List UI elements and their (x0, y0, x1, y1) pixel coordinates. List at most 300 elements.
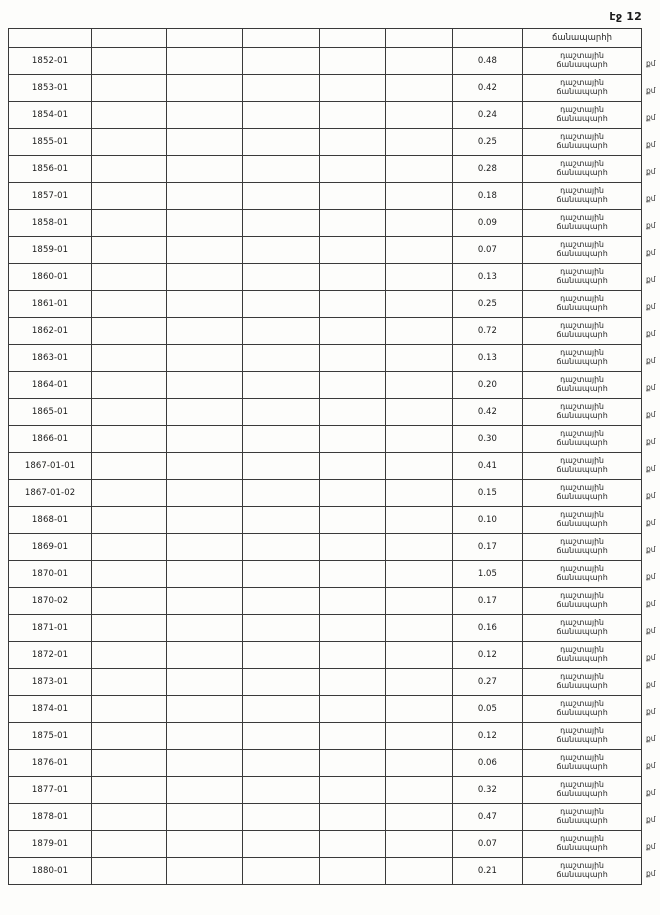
cell-value: 0.12 (452, 642, 522, 669)
cell-blank-1 (92, 453, 167, 480)
cell-blank-4 (320, 507, 386, 534)
cell-blank-3 (243, 615, 320, 642)
unit-line-1: դաշտային (560, 753, 604, 763)
cell-blank-4 (320, 777, 386, 804)
row-tail-mark: քմ (646, 734, 656, 743)
cell-blank-4 (320, 480, 386, 507)
cell-e (320, 29, 386, 48)
cell-unit (523, 723, 642, 750)
cell-blank-5 (386, 183, 452, 210)
cell-blank-2 (166, 669, 243, 696)
cell-blank-4 (320, 156, 386, 183)
row-tail-mark: քմ (646, 869, 656, 878)
cell-blank-2 (166, 318, 243, 345)
unit-text-stack (523, 485, 641, 501)
cell-blank-1 (92, 588, 167, 615)
cell-value (452, 29, 522, 48)
cell-unit (523, 696, 642, 723)
cell-blank-3 (243, 750, 320, 777)
cell-value: 0.72 (452, 318, 522, 345)
cell-blank-4 (320, 264, 386, 291)
row-tail-mark: քմ (646, 221, 656, 230)
unit-line-2: ճանապարհ (556, 599, 608, 609)
unit-line-2: ճանապարհ (556, 491, 608, 501)
unit-line-1: դաշտային (560, 537, 604, 547)
unit-line-2: ճանապարհ (556, 383, 608, 393)
cell-blank-3 (243, 831, 320, 858)
unit-line-1: դաշտային (560, 321, 604, 331)
cell-blank-5 (386, 561, 452, 588)
cell-blank-5 (386, 750, 452, 777)
cell-value: 0.17 (452, 588, 522, 615)
cell-blank-2 (166, 237, 243, 264)
cell-code: 1861-01 (9, 291, 92, 318)
unit-line-2: ճանապարհ (556, 680, 608, 690)
table-row (9, 75, 642, 102)
cell-code: 1860-01 (9, 264, 92, 291)
cell-blank-5 (386, 291, 452, 318)
row-tail-mark: քմ (646, 302, 656, 311)
unit-line-2: ճանապարհ (556, 464, 608, 474)
row-tail-mark: քմ (646, 194, 656, 203)
cell-blank-4 (320, 75, 386, 102)
cell-blank-5 (386, 453, 452, 480)
cell-unit (523, 183, 642, 210)
cell-blank-3 (243, 723, 320, 750)
cell-blank-3 (243, 804, 320, 831)
cell-code (9, 29, 92, 48)
table-body (9, 29, 642, 885)
cell-blank-5 (386, 777, 452, 804)
cell-code: 1872-01 (9, 642, 92, 669)
table-row (9, 642, 642, 669)
unit-text-stack (523, 782, 641, 798)
cell-value: 0.42 (452, 75, 522, 102)
cell-value: 0.30 (452, 426, 522, 453)
cell-blank-5 (386, 696, 452, 723)
cell-blank-2 (166, 399, 243, 426)
cell-blank-3 (243, 399, 320, 426)
cell-blank-2 (166, 210, 243, 237)
cell-blank-5 (386, 102, 452, 129)
table-row (9, 210, 642, 237)
unit-text-stack (523, 701, 641, 717)
cell-value: 0.32 (452, 777, 522, 804)
row-tail-mark: քմ (646, 59, 656, 68)
cell-blank-3 (243, 858, 320, 885)
cell-value: 0.10 (452, 507, 522, 534)
cell-blank-4 (320, 102, 386, 129)
cell-code: 1870-01 (9, 561, 92, 588)
table-row (9, 561, 642, 588)
table-row (9, 102, 642, 129)
cell-blank-3 (243, 237, 320, 264)
cell-blank-2 (166, 129, 243, 156)
unit-line-1: դաշտային (560, 510, 604, 520)
cell-value: 0.27 (452, 669, 522, 696)
unit-line-1: դաշտային (560, 159, 604, 169)
unit-line-1: դաշտային (560, 645, 604, 655)
unit-text-stack (523, 836, 641, 852)
cell-unit (523, 426, 642, 453)
row-tail-mark: քմ (646, 653, 656, 662)
unit-line-2: ճանապարհ (556, 626, 608, 636)
cell-blank-5 (386, 480, 452, 507)
unit-text-stack (523, 269, 641, 285)
cell-blank-5 (386, 372, 452, 399)
cell-value: 0.28 (452, 156, 522, 183)
cell-f (386, 29, 452, 48)
cell-blank-1 (92, 642, 167, 669)
row-tail-mark: քմ (646, 707, 656, 716)
unit-text-stack (523, 350, 641, 366)
cell-blank-5 (386, 237, 452, 264)
row-tail-mark: քմ (646, 788, 656, 797)
cell-blank-3 (243, 372, 320, 399)
cell-code: 1867-01-01 (9, 453, 92, 480)
cell-blank-2 (166, 426, 243, 453)
unit-line-1: դաշտային (560, 807, 604, 817)
cell-value: 0.25 (452, 129, 522, 156)
cell-blank-1 (92, 804, 167, 831)
cell-code: 1874-01 (9, 696, 92, 723)
table-row (9, 264, 642, 291)
cell-blank-1 (92, 102, 167, 129)
unit-text-stack (523, 755, 641, 771)
cell-blank-5 (386, 399, 452, 426)
unit-line-2: ճանապարհ (556, 815, 608, 825)
cell-blank-2 (166, 102, 243, 129)
cell-code: 1869-01 (9, 534, 92, 561)
cell-blank-4 (320, 48, 386, 75)
cell-blank-1 (92, 264, 167, 291)
cell-code: 1865-01 (9, 399, 92, 426)
cell-code: 1857-01 (9, 183, 92, 210)
cell-blank-1 (92, 696, 167, 723)
unit-line-1: դաշտային (560, 834, 604, 844)
cell-value: 0.16 (452, 615, 522, 642)
unit-line-2: ճանապարհ (556, 275, 608, 285)
cell-blank-5 (386, 831, 452, 858)
cell-blank-3 (243, 129, 320, 156)
cell-blank-1 (92, 615, 167, 642)
cell-blank-2 (166, 804, 243, 831)
cell-blank-1 (92, 399, 167, 426)
unit-line-2: ճանապարհ (556, 437, 608, 447)
cell-blank-5 (386, 264, 452, 291)
cell-code: 1870-02 (9, 588, 92, 615)
row-tail-mark: քմ (646, 437, 656, 446)
cell-blank-4 (320, 831, 386, 858)
cell-blank-5 (386, 426, 452, 453)
cell-value: 1.05 (452, 561, 522, 588)
row-tail-mark: քմ (646, 545, 656, 554)
table-row (9, 723, 642, 750)
page-number: էջ 12 (609, 10, 642, 23)
cell-code: 1862-01 (9, 318, 92, 345)
unit-text-stack (523, 647, 641, 663)
unit-text-stack (523, 53, 641, 69)
cell-blank-4 (320, 750, 386, 777)
cell-blank-5 (386, 48, 452, 75)
unit-line-1: դաշտային (560, 402, 604, 412)
unit-line-1: դաշտային (560, 699, 604, 709)
cell-blank-5 (386, 669, 452, 696)
unit-line-2: ճանապարհ (556, 761, 608, 771)
table-row (9, 291, 642, 318)
cell-blank-1 (92, 75, 167, 102)
unit-line-1: դաշտային (560, 78, 604, 88)
cell-code: 1856-01 (9, 156, 92, 183)
cell-blank-5 (386, 804, 452, 831)
unit-line-1: դաշտային (560, 51, 604, 61)
unit-line-1: դաշտային (560, 105, 604, 115)
unit-text-stack (523, 161, 641, 177)
row-tail-mark: քմ (646, 383, 656, 392)
cell-code: 1876-01 (9, 750, 92, 777)
unit-line-1: դաշտային (560, 375, 604, 385)
row-tail-mark: քմ (646, 680, 656, 689)
row-tail-mark: քմ (646, 356, 656, 365)
table-row (9, 588, 642, 615)
cell-c (166, 29, 243, 48)
cell-unit (523, 480, 642, 507)
cell-blank-3 (243, 156, 320, 183)
unit-line-2: ճանապարհ (556, 167, 608, 177)
cell-value: 0.21 (452, 858, 522, 885)
unit-text-stack (523, 134, 641, 150)
cell-blank-1 (92, 534, 167, 561)
cell-blank-5 (386, 210, 452, 237)
cell-value: 0.41 (452, 453, 522, 480)
table-row (9, 183, 642, 210)
cell-blank-1 (92, 750, 167, 777)
cell-blank-2 (166, 723, 243, 750)
cell-blank-5 (386, 156, 452, 183)
cell-blank-4 (320, 345, 386, 372)
cell-blank-3 (243, 480, 320, 507)
cell-blank-1 (92, 669, 167, 696)
row-tail-mark: քմ (646, 572, 656, 581)
cell-blank-1 (92, 561, 167, 588)
cell-blank-2 (166, 777, 243, 804)
cell-blank-4 (320, 129, 386, 156)
cell-blank-1 (92, 858, 167, 885)
table-row (9, 453, 642, 480)
cell-value: 0.25 (452, 291, 522, 318)
data-table-container (8, 28, 642, 885)
unit-text-stack (523, 242, 641, 258)
cell-unit (523, 372, 642, 399)
cell-blank-2 (166, 588, 243, 615)
cell-code: 1875-01 (9, 723, 92, 750)
unit-line-2: ճանապարհ (556, 113, 608, 123)
unit-text-stack (523, 296, 641, 312)
cell-code: 1878-01 (9, 804, 92, 831)
cell-unit (523, 507, 642, 534)
cell-blank-2 (166, 48, 243, 75)
table-row (9, 777, 642, 804)
unit-text-stack (523, 323, 641, 339)
table-row (9, 399, 642, 426)
unit-line-2: ճանապարհ (556, 302, 608, 312)
cell-blank-4 (320, 534, 386, 561)
cell-code: 1864-01 (9, 372, 92, 399)
unit-line-1: դաշտային (560, 240, 604, 250)
table-row (9, 804, 642, 831)
unit-line-1: դաշտային (560, 429, 604, 439)
cell-blank-3 (243, 183, 320, 210)
cell-blank-4 (320, 372, 386, 399)
table-row (9, 615, 642, 642)
table-row (9, 534, 642, 561)
row-tail-mark: քմ (646, 518, 656, 527)
cell-blank-3 (243, 669, 320, 696)
cell-blank-3 (243, 588, 320, 615)
cell-unit (523, 669, 642, 696)
unit-text-stack (523, 107, 641, 123)
cell-blank-1 (92, 723, 167, 750)
cell-blank-4 (320, 723, 386, 750)
cell-value: 0.07 (452, 237, 522, 264)
cell-blank-4 (320, 318, 386, 345)
cell-blank-5 (386, 345, 452, 372)
cell-blank-2 (166, 372, 243, 399)
cell-code: 1877-01 (9, 777, 92, 804)
cell-value: 0.07 (452, 831, 522, 858)
unit-line-1: դաշտային (560, 456, 604, 466)
row-tail-mark: քմ (646, 167, 656, 176)
cell-blank-2 (166, 696, 243, 723)
cell-unit (523, 831, 642, 858)
cell-value: 0.47 (452, 804, 522, 831)
table-row (9, 345, 642, 372)
unit-text-stack (523, 215, 641, 231)
cell-value: 0.05 (452, 696, 522, 723)
table-row (9, 696, 642, 723)
cell-unit (523, 318, 642, 345)
cell-blank-2 (166, 264, 243, 291)
cell-blank-4 (320, 696, 386, 723)
unit-line-1: դաշտային (560, 618, 604, 628)
unit-line-2: ճանապարհ (556, 248, 608, 258)
cell-blank-3 (243, 453, 320, 480)
unit-text-stack (523, 458, 641, 474)
cell-blank-2 (166, 480, 243, 507)
cell-blank-2 (166, 642, 243, 669)
cell-blank-5 (386, 615, 452, 642)
cell-blank-3 (243, 642, 320, 669)
cell-code: 1853-01 (9, 75, 92, 102)
cell-blank-2 (166, 453, 243, 480)
cell-blank-5 (386, 129, 452, 156)
cell-blank-4 (320, 399, 386, 426)
cell-unit (523, 237, 642, 264)
cell-blank-5 (386, 642, 452, 669)
cell-value: 0.48 (452, 48, 522, 75)
cell-blank-4 (320, 669, 386, 696)
cell-blank-4 (320, 588, 386, 615)
cell-code: 1854-01 (9, 102, 92, 129)
table-row (9, 507, 642, 534)
table-row (9, 426, 642, 453)
unit-text-stack (523, 863, 641, 879)
unit-text-stack (523, 377, 641, 393)
table-row (9, 318, 642, 345)
cell-blank-4 (320, 183, 386, 210)
cell-code: 1859-01 (9, 237, 92, 264)
cell-value: 0.17 (452, 534, 522, 561)
table-row (9, 480, 642, 507)
cell-unit-header: ճանապարհի (523, 29, 642, 48)
unit-line-1: դաշտային (560, 861, 604, 871)
row-tail-mark: քմ (646, 626, 656, 635)
cell-blank-3 (243, 507, 320, 534)
land-registry-table (8, 28, 642, 885)
cell-blank-2 (166, 615, 243, 642)
unit-text-stack (523, 512, 641, 528)
cell-unit (523, 588, 642, 615)
cell-blank-1 (92, 183, 167, 210)
cell-blank-1 (92, 210, 167, 237)
unit-line-2: ճանապարհ (556, 869, 608, 879)
cell-blank-5 (386, 507, 452, 534)
cell-unit (523, 453, 642, 480)
unit-text-stack (523, 431, 641, 447)
cell-value: 0.20 (452, 372, 522, 399)
row-tail-mark: քմ (646, 86, 656, 95)
cell-blank-2 (166, 507, 243, 534)
unit-line-2: ճանապարհ (556, 329, 608, 339)
cell-blank-1 (92, 480, 167, 507)
cell-blank-2 (166, 534, 243, 561)
cell-unit (523, 642, 642, 669)
cell-blank-4 (320, 804, 386, 831)
unit-line-1: դաշտային (560, 726, 604, 736)
cell-value: 0.42 (452, 399, 522, 426)
cell-unit (523, 156, 642, 183)
cell-code: 1852-01 (9, 48, 92, 75)
cell-blank-3 (243, 291, 320, 318)
cell-value: 0.18 (452, 183, 522, 210)
unit-text-stack (523, 674, 641, 690)
row-tail-mark: քմ (646, 275, 656, 284)
cell-blank-1 (92, 318, 167, 345)
unit-line-1: դաշտային (560, 186, 604, 196)
cell-blank-3 (243, 345, 320, 372)
cell-unit (523, 399, 642, 426)
cell-unit (523, 129, 642, 156)
cell-value: 0.13 (452, 264, 522, 291)
cell-blank-4 (320, 291, 386, 318)
unit-line-2: ճանապարհ (556, 140, 608, 150)
cell-blank-4 (320, 210, 386, 237)
cell-blank-3 (243, 696, 320, 723)
cell-blank-1 (92, 507, 167, 534)
unit-line-1: դաշտային (560, 348, 604, 358)
cell-blank-2 (166, 345, 243, 372)
cell-value: 0.12 (452, 723, 522, 750)
cell-blank-3 (243, 210, 320, 237)
unit-line-2: ճանապարհ (556, 221, 608, 231)
cell-blank-5 (386, 723, 452, 750)
cell-blank-1 (92, 129, 167, 156)
table-row (9, 129, 642, 156)
cell-blank-1 (92, 237, 167, 264)
unit-line-2: ճանապարհ (556, 572, 608, 582)
cell-blank-2 (166, 831, 243, 858)
unit-line-2: ճանապարհ (556, 842, 608, 852)
